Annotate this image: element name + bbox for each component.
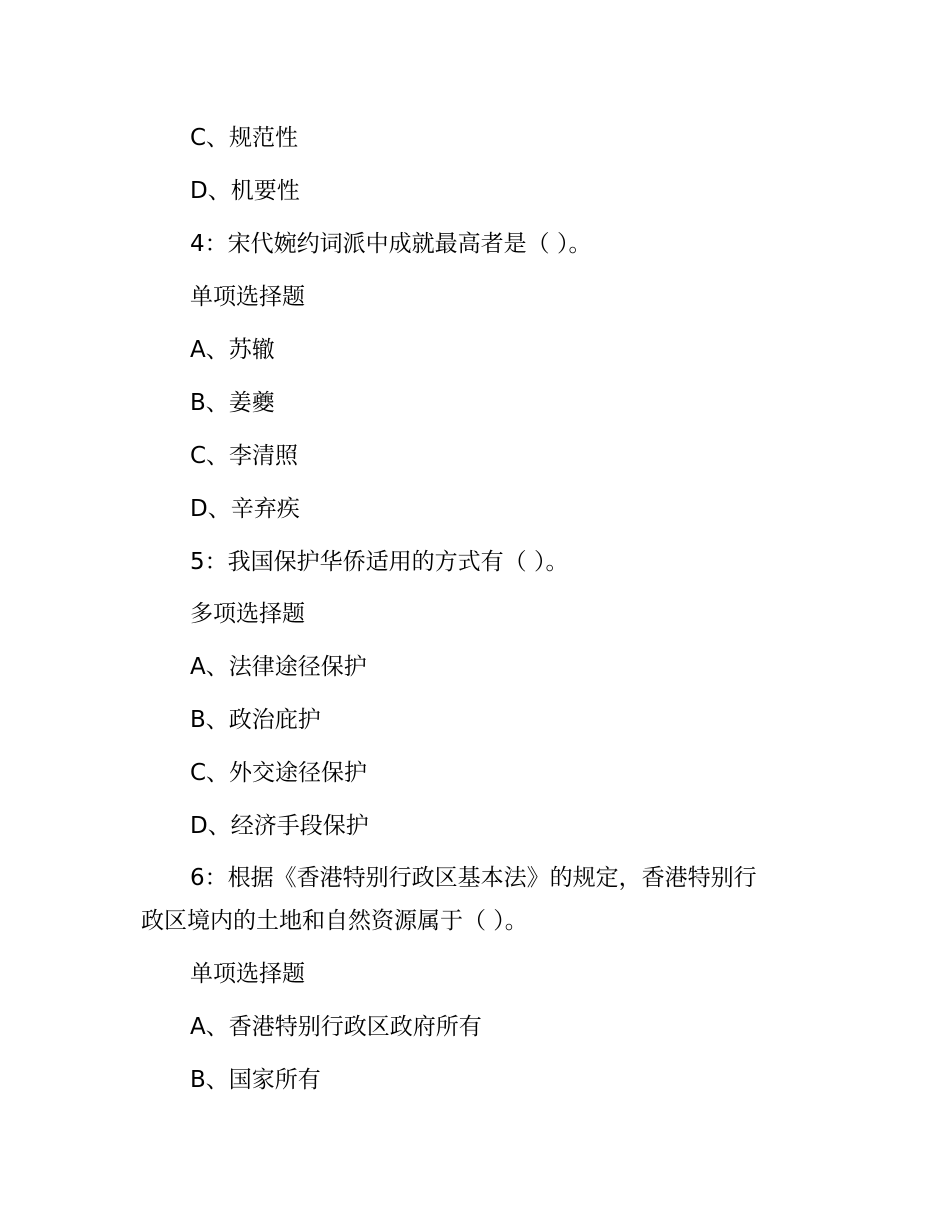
question-6-line-2: 政区境内的土地和自然资源属于（ ）。 [141, 908, 528, 934]
option-b-q6: B、国家所有 [190, 1067, 321, 1093]
option-a-q5: A、法律途径保护 [190, 654, 367, 680]
option-c-q5: C、外交途径保护 [190, 760, 368, 786]
option-c-q3: C、规范性 [190, 125, 299, 151]
option-d-q5: D、经济手段保护 [190, 813, 369, 839]
option-a-q6: A、香港特别行政区政府所有 [190, 1014, 482, 1040]
option-d-q4: D、辛弃疾 [190, 496, 300, 522]
question-6-line-1: 6：根据《香港特别行政区基本法》的规定，香港特别行 [190, 865, 757, 891]
question-5: 5：我国保护华侨适用的方式有（ ）。 [190, 549, 569, 575]
question-6-type: 单项选择题 [190, 961, 305, 987]
question-4: 4：宋代婉约词派中成就最高者是（ ）。 [190, 231, 592, 257]
option-b-q4: B、姜夔 [190, 390, 275, 416]
option-c-q4: C、李清照 [190, 443, 299, 469]
question-4-type: 单项选择题 [190, 284, 305, 310]
option-d-q3: D、机要性 [190, 178, 300, 204]
option-a-q4: A、苏辙 [190, 337, 275, 363]
option-b-q5: B、政治庇护 [190, 707, 321, 733]
question-5-type: 多项选择题 [190, 601, 305, 627]
